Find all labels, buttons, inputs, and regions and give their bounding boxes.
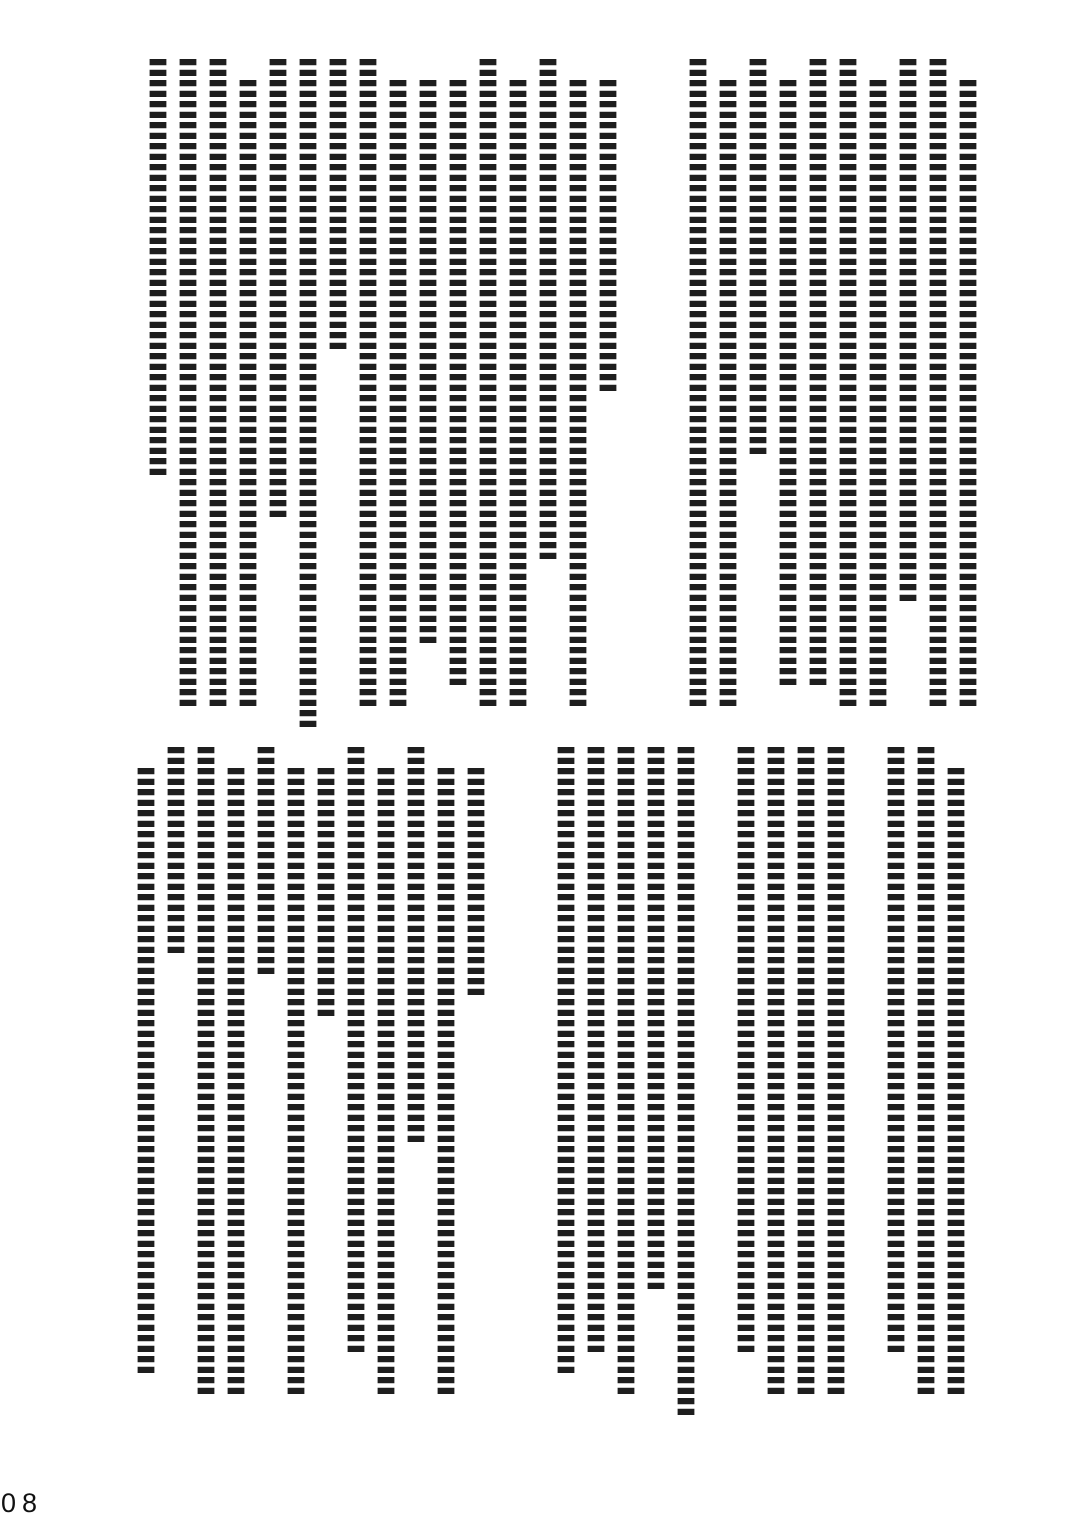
text-line-redacted: 〓〓〓〓〓〓〓〓〓〓〓〓〓〓〓〓〓〓〓 [403,745,427,1144]
text-line-redacted: 〓〓〓〓〓〓〓〓〓〓〓〓〓〓〓〓〓〓〓〓〓〓〓〓〓〓〓〓〓〓 [865,57,889,708]
text-line-redacted: 〓〓〓〓〓〓〓〓〓〓〓〓〓〓〓〓〓〓〓〓〓〓〓〓〓〓〓〓〓〓〓 [835,57,859,708]
text-line-redacted: 〓〓〓〓〓〓〓〓〓〓〓〓〓〓〓〓〓〓〓〓〓〓〓〓〓〓〓〓〓〓〓 [763,745,787,1396]
text-line-redacted: 〓〓〓〓〓〓〓〓〓〓〓〓〓〓〓〓〓〓〓〓〓〓〓〓〓〓〓〓〓〓 [283,745,307,1396]
text-line-redacted: 〓〓〓〓〓〓〓〓〓〓〓〓〓〓〓〓〓〓〓〓〓〓〓〓〓〓〓〓〓〓〓 [913,745,937,1396]
text-line-redacted: 〓〓〓〓〓〓〓〓〓〓〓〓〓〓〓〓〓〓〓〓〓〓〓〓〓〓〓〓〓 [883,745,907,1354]
text-line-redacted: 〓〓〓〓〓〓〓〓〓〓〓 [463,745,487,997]
text-line-redacted: 〓〓〓〓〓〓〓〓〓〓〓〓〓〓〓〓〓〓〓〓〓〓〓〓〓〓 [643,745,667,1291]
text-line-redacted: 〓〓〓〓〓〓〓〓〓〓〓〓〓〓〓〓〓〓〓〓〓〓〓〓〓〓〓〓〓〓〓 [475,57,499,708]
text-line-redacted: 〓〓〓〓〓〓〓〓〓〓〓〓〓〓〓〓〓〓〓〓〓〓〓〓〓〓〓〓〓〓 [553,745,577,1375]
text-line-redacted: 〓〓〓〓〓〓〓〓〓〓〓〓 [313,745,337,1018]
text-line-redacted: 〓〓〓〓〓〓〓〓〓〓〓〓〓〓〓〓〓〓〓〓〓〓〓〓〓〓〓〓〓 [733,745,757,1354]
text-line-redacted: 〓〓〓〓〓〓〓〓〓〓〓〓〓〓〓〓〓〓〓〓〓〓〓〓〓〓〓〓〓〓〓 [355,57,379,708]
text-line-redacted: 〓〓〓〓〓〓〓〓〓〓〓 [253,745,277,976]
text-line-redacted: 〓〓〓〓〓〓〓〓〓〓〓〓〓〓〓〓〓〓〓〓〓〓〓〓〓〓〓〓〓〓 [223,745,247,1396]
text-line-redacted: 〓〓〓〓〓〓〓〓〓〓〓〓〓〓〓〓〓〓〓〓〓〓〓〓〓〓〓〓〓 [343,745,367,1354]
text-line-redacted: 〓〓〓〓〓〓〓〓〓〓〓〓〓〓〓〓〓〓〓〓〓〓〓〓〓〓〓〓〓〓〓 [175,57,199,708]
text-line-redacted: 〓〓〓〓〓〓〓〓〓〓〓〓〓〓〓〓〓〓〓〓〓〓〓〓〓〓〓〓〓 [445,57,469,687]
text-line-redacted: 〓〓〓〓〓〓〓〓〓〓〓〓〓〓〓〓〓〓〓〓〓〓 [265,57,289,519]
text-line-redacted: 〓〓〓〓〓〓〓〓〓〓〓〓〓〓〓〓〓〓〓〓〓〓〓〓〓〓〓〓〓〓 [373,745,397,1396]
text-line-redacted: 〓〓〓〓〓〓〓〓〓〓〓〓〓〓 [325,57,349,351]
text-line-redacted: 〓〓〓〓〓〓〓〓〓〓〓〓〓〓〓〓〓〓〓〓〓〓〓〓 [535,57,559,561]
text-line-redacted: 〓〓〓〓〓〓〓〓〓〓〓〓〓〓〓〓〓〓〓〓〓〓〓〓〓〓〓 [415,57,439,645]
text-line-redacted: 〓〓〓〓〓〓〓〓〓〓〓〓〓〓〓〓〓〓〓〓〓〓〓〓〓〓〓〓〓〓〓 [193,745,217,1396]
text-line-redacted: 〓〓〓〓〓〓〓〓〓〓〓〓〓〓〓〓〓〓〓〓〓〓〓〓〓〓〓〓〓 [133,745,157,1375]
text-line-redacted: 〓〓〓〓〓〓〓〓〓〓〓〓〓〓〓〓〓〓〓〓〓〓〓〓〓〓〓〓〓〓 [805,57,829,687]
text-line-redacted: 〓〓〓〓〓〓〓〓〓〓〓〓〓〓〓〓〓〓〓〓〓〓〓〓〓〓〓〓〓〓 [715,57,739,708]
text-line-redacted: 〓〓〓〓〓〓〓〓〓〓〓〓〓〓〓〓〓〓〓〓〓〓〓〓〓〓〓〓〓〓〓 [613,745,637,1396]
text-line-redacted: 〓〓〓〓〓〓〓〓〓〓〓〓〓〓〓〓〓〓〓〓〓〓〓〓〓〓〓〓〓〓〓 [205,57,229,708]
text-line-redacted: 〓〓〓〓〓〓〓〓〓〓〓〓〓〓〓〓〓〓〓〓〓〓〓〓〓〓〓〓〓〓 [433,745,457,1396]
text-block-top [142,57,982,731]
text-line-redacted: 〓〓〓〓〓〓〓〓〓〓〓〓〓〓〓〓〓〓〓 [745,57,769,456]
text-line-redacted: 〓〓〓〓〓〓〓〓〓〓〓〓〓〓〓〓〓〓〓〓〓〓〓〓〓〓〓〓〓〓 [385,57,409,708]
text-line-redacted: 〓〓〓〓〓〓〓〓〓〓〓〓〓〓〓〓〓〓〓〓〓〓〓〓〓〓〓〓〓〓 [565,57,589,708]
text-line-redacted: 〓〓〓〓〓〓〓〓〓〓〓〓〓〓〓〓〓〓〓〓〓〓〓〓〓〓〓〓〓〓〓 [793,745,817,1396]
text-block-bottom [130,745,970,1465]
text-line-redacted: 〓〓〓〓〓〓〓〓〓〓〓〓〓〓〓〓〓〓〓〓〓〓〓〓〓〓〓〓〓〓 [235,57,259,708]
page-number: 08 [1,1488,44,1518]
text-line-redacted: 〓〓〓〓〓〓〓〓〓〓 [163,745,187,955]
text-line-redacted: 〓〓〓〓〓〓〓〓〓〓〓〓〓〓〓〓〓〓〓〓〓〓〓〓〓〓〓〓〓〓〓 [823,745,847,1396]
text-line-redacted: 〓〓〓〓〓〓〓〓〓〓〓〓〓〓〓〓〓〓〓〓〓〓〓〓〓〓〓〓〓 [775,57,799,687]
text-line-redacted: 〓〓〓〓〓〓〓〓〓〓〓〓〓〓〓〓〓〓〓〓〓〓〓〓〓〓 [895,57,919,603]
text-line-redacted: 〓〓〓〓〓〓〓〓〓〓〓〓〓〓〓 [595,57,619,393]
text-line-redacted: 〓〓〓〓〓〓〓〓〓〓〓〓〓〓〓〓〓〓〓〓〓〓〓〓〓〓〓〓〓〓 [943,745,967,1396]
text-line-redacted: 〓〓〓〓〓〓〓〓〓〓〓〓〓〓〓〓〓〓〓〓〓〓〓〓〓〓〓〓〓〓〓 [685,57,709,708]
text-line-redacted: 〓〓〓〓〓〓〓〓〓〓〓〓〓〓〓〓〓〓〓〓〓〓〓〓〓〓〓〓〓 [583,745,607,1354]
text-line-redacted: 〓〓〓〓〓〓〓〓〓〓〓〓〓〓〓〓〓〓〓〓〓〓〓〓〓〓〓〓〓〓〓〓 [295,57,319,729]
text-line-redacted: 〓〓〓〓〓〓〓〓〓〓〓〓〓〓〓〓〓〓〓〓 [145,57,169,477]
text-line-redacted: 〓〓〓〓〓〓〓〓〓〓〓〓〓〓〓〓〓〓〓〓〓〓〓〓〓〓〓〓〓〓〓 [925,57,949,708]
text-line-redacted: 〓〓〓〓〓〓〓〓〓〓〓〓〓〓〓〓〓〓〓〓〓〓〓〓〓〓〓〓〓〓 [505,57,529,708]
text-line-redacted: 〓〓〓〓〓〓〓〓〓〓〓〓〓〓〓〓〓〓〓〓〓〓〓〓〓〓〓〓〓〓 [955,57,979,708]
text-line-redacted: 〓〓〓〓〓〓〓〓〓〓〓〓〓〓〓〓〓〓〓〓〓〓〓〓〓〓〓〓〓〓〓〓 [673,745,697,1417]
